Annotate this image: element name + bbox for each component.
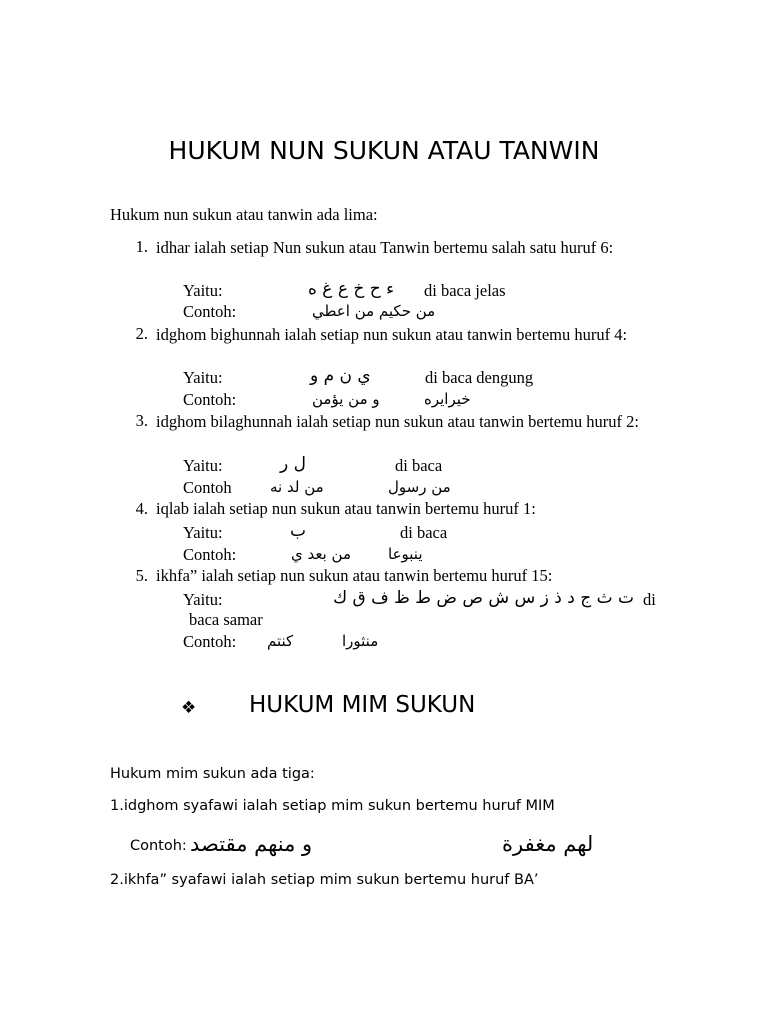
list-item-text: ikhfa” ialah setiap nun sukun atau tanwin bertemu huruf 15: [156,566,553,585]
contoh-label: Contoh: [183,545,237,564]
yaitu-arabic: ب [290,521,307,541]
page-title: HUKUM NUN SUKUN ATAU TANWIN [168,136,600,165]
contoh-label: Contoh: [183,302,237,321]
list-number: 1. [135,237,148,256]
yaitu-arabic: ت ث ج د ذ ز س ش ص ض ط ظ ف ق ك [333,588,634,608]
yaitu-label: Yaitu: [183,368,223,387]
contoh-arabic: من حكيم من اعطي [312,302,436,320]
yaitu-note: di baca [400,523,448,542]
contoh-arabic: لهم مغفرة [502,832,594,856]
contoh-label: Contoh: [183,632,237,651]
yaitu-note: di baca [395,456,443,475]
contoh-label: Contoh: [130,838,187,854]
list-item-text: idhar ialah setiap Nun sukun atau Tanwin bertemu salah satu huruf 6: [156,238,614,257]
contoh-arabic: كنتم [267,632,294,650]
contoh-arabic: من رسول [388,478,451,496]
yaitu-label: Yaitu: [183,456,223,475]
section-title: HUKUM MIM SUKUN [249,692,476,718]
contoh-arabic: ينبوعا [388,545,423,563]
contoh-arabic: و من يؤمن [312,390,380,408]
section-line-2: 2.ikhfa” syafawi ialah setiap mim sukun bertemu huruf BA’ [110,872,539,888]
contoh-arabic: من لد نه [270,478,324,496]
yaitu-note-continued: baca samar [189,610,263,629]
yaitu-arabic: ي ن م و [310,366,371,386]
list-number: 2. [135,324,148,343]
list-number: 4. [135,499,148,518]
intro-text: Hukum nun sukun atau tanwin ada lima: [110,205,378,224]
yaitu-note: di baca jelas [424,281,506,300]
section-line-1: 1.idghom syafawi ialah setiap mim sukun bertemu huruf MIM [110,798,555,814]
list-item-text: idghom bighunnah ialah setiap nun sukun atau tanwin bertemu huruf 4: [156,325,628,344]
yaitu-label: Yaitu: [183,281,223,300]
contoh-arabic: من بعد ي [291,545,352,563]
contoh-label: Contoh [183,478,232,497]
list-item-text: idghom bilaghunnah ialah setiap nun sukun atau tanwin bertemu huruf 2: [156,412,639,431]
diamond-bullet-icon: ❖ [181,698,197,718]
yaitu-label: Yaitu: [183,590,223,609]
yaitu-note: di [643,590,656,609]
list-number: 3. [135,411,148,430]
yaitu-arabic: ل ر [280,454,306,474]
list-item-text: iqlab ialah setiap nun sukun atau tanwin bertemu huruf 1: [156,499,536,518]
yaitu-label: Yaitu: [183,523,223,542]
yaitu-arabic: ء ح خ ع غ ه [308,279,395,299]
contoh-arabic: خيرايره [424,390,471,408]
contoh-label: Contoh: [183,390,237,409]
contoh-arabic: و منهم مقتصد [190,832,313,856]
section-intro: Hukum mim sukun ada tiga: [110,766,315,782]
contoh-arabic: منثورا [342,632,379,650]
list-number: 5. [135,566,148,585]
yaitu-note: di baca dengung [425,368,534,387]
